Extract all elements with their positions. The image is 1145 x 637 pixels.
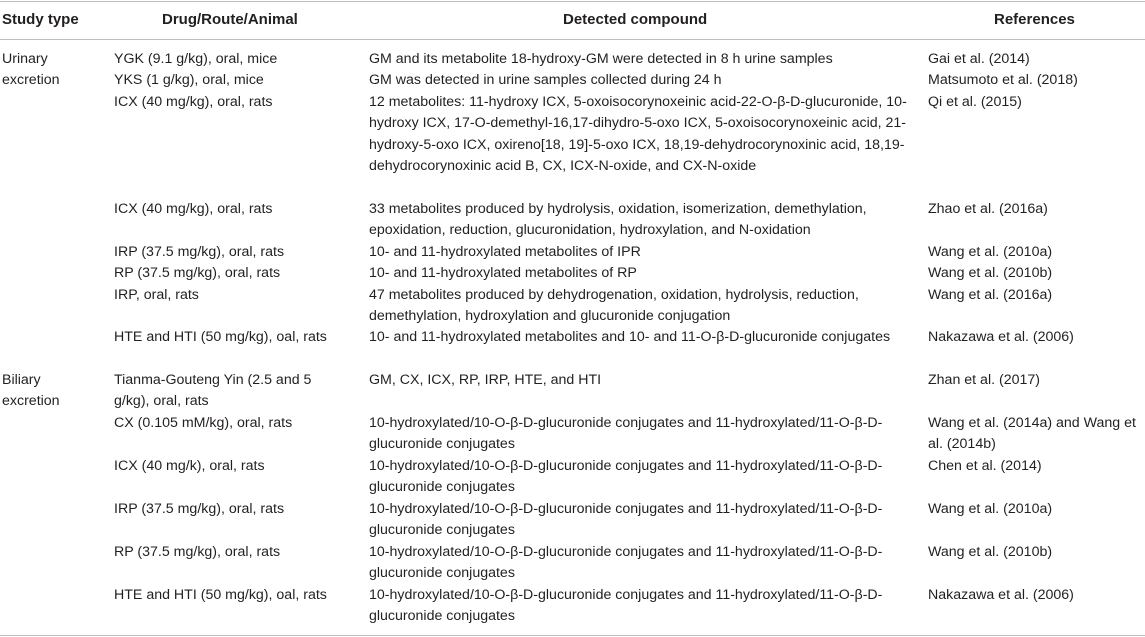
table-row-reference: Qi et al. (2015) (928, 94, 1022, 110)
table-row-compound: 10- and 11-hydroxylated metabolites and 10- and 11-O-β-D-glucuronide conjugates (369, 329, 891, 345)
table-row-reference: Zhan et al. (2017) (928, 372, 1040, 388)
table-row-compound: GM and its metabolite 18-hydroxy-GM were detected in 8 h urine samples (369, 51, 833, 67)
table-row-drug: ICX (40 mg/k), oral, rats (114, 458, 265, 474)
table-row-compound: 47 metabolites produced by dehydrogenation, oxidation, hydrolysis, reduction, demethylation, hydroxylation and glucuronide conjugation (369, 287, 859, 325)
header-drug-route-animal: Drug/Route/Animal (162, 11, 298, 28)
table-row-drug: HTE and HTI (50 mg/kg), oal, rats (114, 587, 327, 603)
table-row-compound: 10-hydroxylated/10-O-β-D-glucuronide conjugates and 11-hydroxylated/11-O-β-D-glucuronide conjugates (369, 415, 883, 453)
table-row-drug: ICX (40 mg/kg), oral, rats (114, 94, 273, 110)
table-row-compound: 10-hydroxylated/10-O-β-D-glucuronide conjugates and 11-hydroxylated/11-O-β-D-glucuronide conjugates (369, 458, 883, 496)
header-study-type: Study type (2, 11, 79, 28)
table-row-compound: 10-hydroxylated/10-O-β-D-glucuronide conjugates and 11-hydroxylated/11-O-β-D-glucuronide conjugates (369, 501, 883, 539)
table-row-drug: IRP (37.5 mg/kg), oral, rats (114, 244, 285, 260)
table-row-reference: Wang et al. (2010a) (928, 501, 1053, 517)
table-row-compound: GM was detected in urine samples collected during 24 h (369, 72, 722, 88)
table-row-reference: Zhao et al. (2016a) (928, 201, 1048, 217)
table-row-reference: Wang et al. (2016a) (928, 287, 1053, 303)
table-row-compound: 10- and 11-hydroxylated metabolites of RP (369, 265, 637, 281)
table-row-drug: HTE and HTI (50 mg/kg), oal, rats (114, 329, 327, 345)
header-detected-compound: Detected compound (563, 11, 708, 28)
table-row-drug: IRP (37.5 mg/kg), oral, rats (114, 501, 285, 517)
study-type-biliary: Biliary excretion (2, 372, 60, 410)
table-row-compound: 33 metabolites produced by hydrolysis, oxidation, isomerization, demethylation, epoxidation, reduction, glucuronidation, hydroxylation, and N-oxidation (369, 201, 867, 239)
table-row-reference: Gai et al. (2014) (928, 51, 1030, 67)
table-row-drug: ICX (40 mg/kg), oral, rats (114, 201, 273, 217)
table-row-reference: Wang et al. (2010b) (928, 265, 1053, 281)
table-row-compound: 10-hydroxylated/10-O-β-D-glucuronide conjugates and 11-hydroxylated/11-O-β-D-glucuronide conjugates (369, 587, 883, 625)
table-row-drug: YKS (1 g/kg), oral, mice (114, 72, 264, 88)
header-references: References (994, 11, 1075, 28)
table-row-reference: Chen et al. (2014) (928, 458, 1042, 474)
study-type-urinary: Urinary excretion (2, 51, 60, 89)
table-row-drug: Tianma-Gouteng Yin (2.5 and 5 g/kg), oral, rats (114, 372, 312, 410)
table-row-drug: CX (0.105 mM/kg), oral, rats (114, 415, 293, 431)
table-row-reference: Wang et al. (2010a) (928, 244, 1053, 260)
table-row-compound: GM, CX, ICX, RP, IRP, HTE, and HTI (369, 372, 602, 388)
table-row-reference: Matsumoto et al. (2018) (928, 72, 1078, 88)
table-row-drug: RP (37.5 mg/kg), oral, rats (114, 265, 281, 281)
table-row-drug: IRP, oral, rats (114, 287, 199, 303)
table-row-reference: Wang et al. (2014a) and Wang et al. (2014b) (928, 415, 1136, 453)
table-row-reference: Wang et al. (2010b) (928, 544, 1053, 560)
table-row-drug: RP (37.5 mg/kg), oral, rats (114, 544, 281, 560)
table-row-compound: 12 metabolites: 11-hydroxy ICX, 5-oxoisocorynoxeinic acid-22-O-β-D-glucuronide, 10-hydroxy ICX, 17-O-demethyl-16,17-dihydro-5-oxo ICX, 5-oxoisocorynoxeinic acid, 21-hydroxy-5-oxo ICX, oxireno[18, 19]-5-oxo ICX, 18,19-dehydrocorynoxinic acid, 18,19-dehydrocorynoxinic acid B, CX, ICX-N-oxide, and CX-N-oxide (369, 94, 907, 175)
table-row-compound: 10-hydroxylated/10-O-β-D-glucuronide conjugates and 11-hydroxylated/11-O-β-D-glucuronide conjugates (369, 544, 883, 582)
table-row-drug: YGK (9.1 g/kg), oral, mice (114, 51, 278, 67)
table-row-compound: 10- and 11-hydroxylated metabolites of IPR (369, 244, 641, 260)
header-rule (0, 39, 1145, 40)
table-row-reference: Nakazawa et al. (2006) (928, 329, 1074, 345)
top-rule (0, 1, 1145, 2)
table-row-reference: Nakazawa et al. (2006) (928, 587, 1074, 603)
bottom-rule (0, 635, 1145, 636)
